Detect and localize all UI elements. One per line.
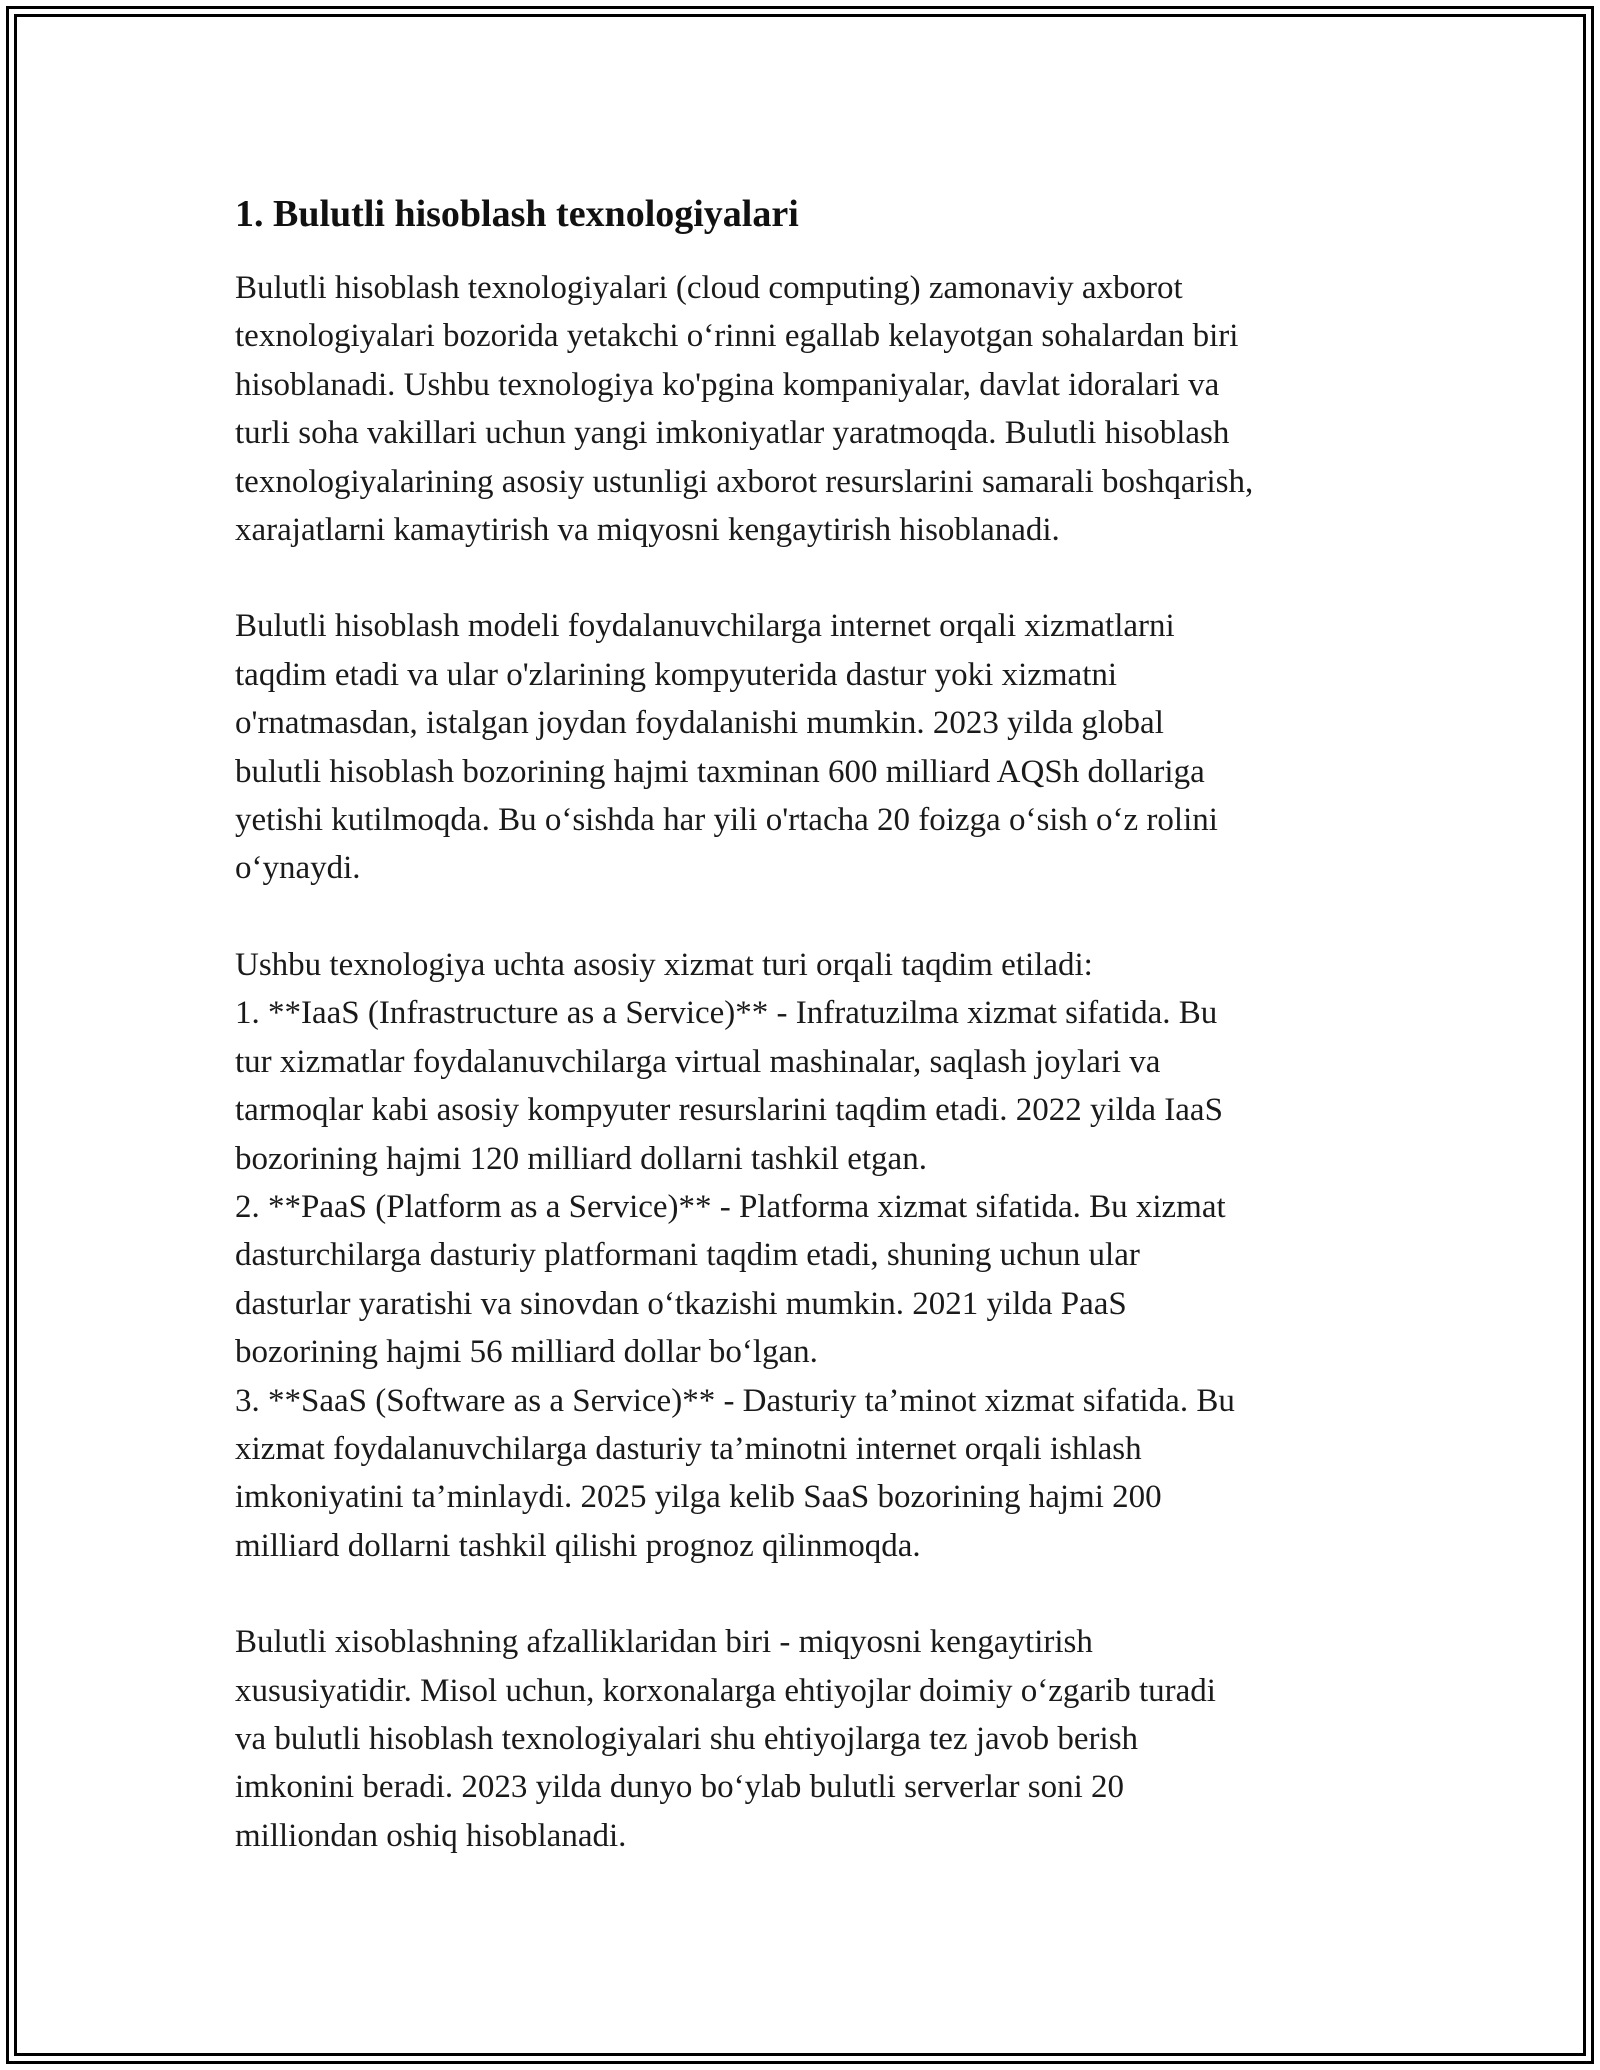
text-line: yetishi kutilmoqda. Bu o‘sishda har yili o'rtacha 20 foizga o‘sish o‘z rolini [235, 802, 1218, 839]
text-line: Ushbu texnologiya uchta asosiy xizmat turi orqali taqdim etiladi: [235, 946, 1093, 983]
text-line: Bulutli xisoblashning afzalliklaridan biri - miqyosni kengaytirish [235, 1624, 1093, 1661]
text-line: bulutli hisoblash bozorining hajmi taxminan 600 milliard AQSh dollariga [235, 753, 1205, 790]
text-line: bozorining hajmi 56 milliard dollar bo‘lgan. [235, 1334, 818, 1371]
list-item-saas: 3. **SaaS (Software as a Service)** - Dasturiy ta’minot xizmat sifatida. Bu [235, 1382, 1235, 1419]
text-line: milliard dollarni tashkil qilishi prognoz qilinmoqda. [235, 1527, 921, 1564]
text-line: dasturchilarga dasturiy platformani taqdim etadi, shuning uchun ular [235, 1237, 1140, 1274]
text-line: Bulutli hisoblash modeli foydalanuvchilarga internet orqali xizmatlarni [235, 608, 1175, 645]
text-line: milliondan oshiq hisoblanadi. [235, 1817, 627, 1854]
document-body [235, 188, 1375, 1908]
text-line: hisoblanadi. Ushbu texnologiya ko'pgina kompaniyalar, davlat idoralari va [235, 366, 1220, 403]
section-heading: 1. Bulutli hisoblash texnologiyalari [235, 193, 799, 235]
text-line: bozorining hajmi 120 milliard dollarni tashkil etgan. [235, 1140, 927, 1177]
list-item-iaas: 1. **IaaS (Infrastructure as a Service)** - Infratuzilma xizmat sifatida. Bu [235, 995, 1218, 1032]
text-line: imkoniyatini ta’minlaydi. 2025 yilga kelib SaaS bozorining hajmi 200 [235, 1479, 1162, 1516]
text-line: texnologiyalarining asosiy ustunligi axborot resurslarini samarali boshqarish, [235, 463, 1254, 500]
text-line: xarajatlarni kamaytirish va miqyosni kengaytirish hisoblanadi. [235, 512, 1060, 549]
list-item-paas: 2. **PaaS (Platform as a Service)** - Platforma xizmat sifatida. Bu xizmat [235, 1188, 1226, 1225]
paragraph-intro [235, 264, 1375, 554]
text-line: va bulutli hisoblash texnologiyalari shu ehtiyojlarga tez javob berish [235, 1720, 1139, 1757]
text-line: turli soha vakillari uchun yangi imkoniyatlar yaratmoqda. Bulutli hisoblash [235, 415, 1230, 452]
text-line: dasturlar yaratishi va sinovdan o‘tkazishi mumkin. 2021 yilda PaaS [235, 1285, 1127, 1322]
text-line: taqdim etadi va ular o'zlarining kompyuterida dastur yoki xizmatni [235, 656, 1118, 693]
text-line: texnologiyalari bozorida yetakchi o‘rinni egallab kelayotgan sohalardan biri [235, 318, 1239, 355]
paragraph-service-types [235, 941, 1375, 1570]
paragraph-model [235, 602, 1375, 892]
text-line: o'rnatmasdan, istalgan joydan foydalanishi mumkin. 2023 yilda global [235, 705, 1164, 742]
text-line: tarmoqlar kabi asosiy kompyuter resurslarini taqdim etadi. 2022 yilda IaaS [235, 1092, 1223, 1129]
paragraph-scalability [235, 1618, 1375, 1860]
text-line: imkonini beradi. 2023 yilda dunyo bo‘ylab bulutli serverlar soni 20 [235, 1769, 1125, 1806]
text-line: Bulutli hisoblash texnologiyalari (cloud computing) zamonaviy axborot [235, 270, 1183, 306]
text-line: xizmat foydalanuvchilarga dasturiy ta’minotni internet orqali ishlash [235, 1430, 1142, 1467]
text-line: tur xizmatlar foydalanuvchilarga virtual mashinalar, saqlash joylari va [235, 1043, 1161, 1080]
text-line: o‘ynaydi. [235, 850, 361, 887]
text-line: xususiyatidir. Misol uchun, korxonalarga ehtiyojlar doimiy o‘zgarib turadi [235, 1672, 1216, 1709]
